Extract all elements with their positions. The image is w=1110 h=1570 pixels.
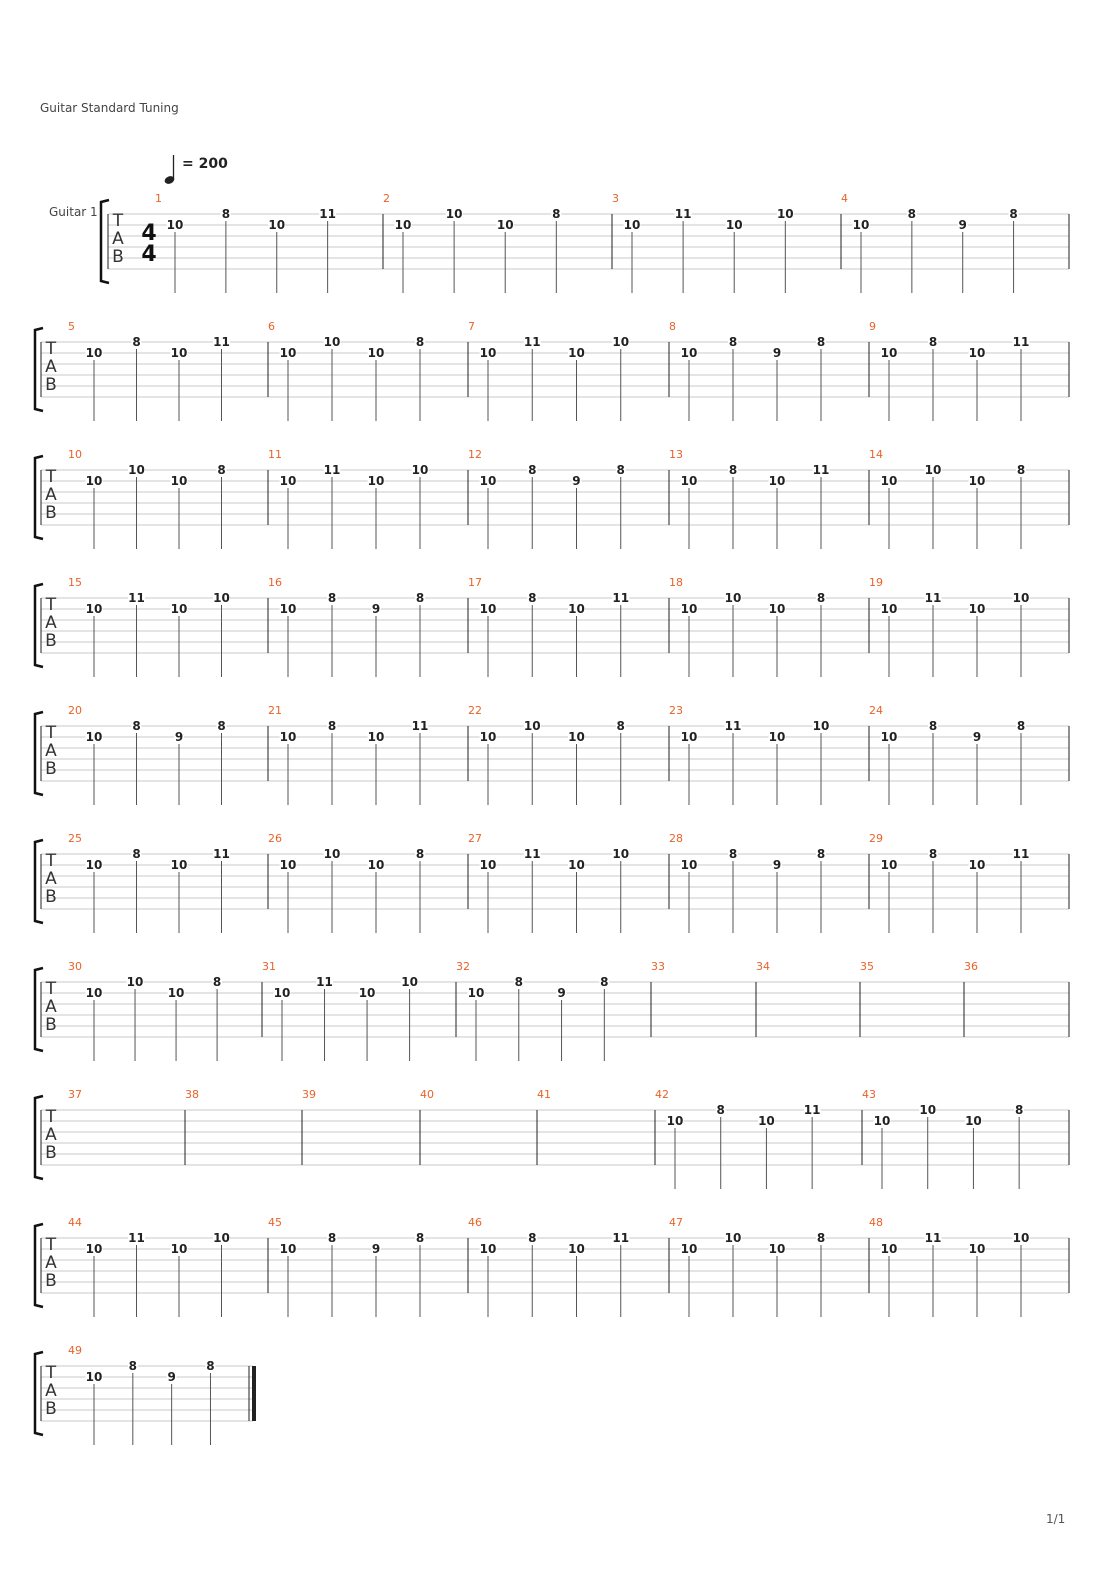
fret-number: 10 <box>394 218 412 232</box>
tab-clef-letter: A <box>45 997 57 1017</box>
fret-number: 11 <box>674 207 692 221</box>
tab-clef-letter: B <box>45 887 57 907</box>
fret-number: 10 <box>85 474 103 488</box>
measure-number: 19 <box>869 576 883 589</box>
fret-number: 8 <box>206 1359 215 1373</box>
fret-number: 10 <box>479 858 497 872</box>
measure-number: 36 <box>964 960 978 973</box>
fret-number: 10 <box>623 218 641 232</box>
tab-clef-letter: T <box>45 1235 57 1255</box>
fret-number: 9 <box>167 1370 176 1384</box>
fret-number: 9 <box>772 346 782 360</box>
fret-number: 10 <box>880 346 898 360</box>
tempo-value: = 200 <box>182 156 228 172</box>
fret-number: 8 <box>928 335 938 349</box>
fret-number: 10 <box>724 591 742 605</box>
tab-clef-letter: B <box>45 631 57 651</box>
fret-number: 10 <box>680 346 698 360</box>
fret-number: 10 <box>467 986 485 1000</box>
fret-number: 10 <box>852 218 870 232</box>
tab-clef-letter: T <box>45 595 57 615</box>
fret-number: 10 <box>279 474 297 488</box>
fret-number: 8 <box>816 1231 826 1245</box>
fret-number: 10 <box>85 1242 103 1256</box>
tab-clef-letter: A <box>45 357 57 377</box>
measure-number: 46 <box>468 1216 482 1229</box>
fret-number: 10 <box>768 602 786 616</box>
fret-number: 10 <box>170 474 188 488</box>
fret-number: 10 <box>725 218 743 232</box>
fret-number: 8 <box>1009 207 1018 221</box>
fret-number: 8 <box>132 847 141 861</box>
fret-number: 11 <box>128 591 145 605</box>
measure-number: 14 <box>869 448 883 461</box>
tab-clef-letter: T <box>112 211 124 231</box>
system-bracket <box>35 1224 43 1307</box>
fret-number: 10 <box>358 986 376 1000</box>
tab-clef-letter: B <box>45 1143 57 1163</box>
measure-number: 22 <box>468 704 482 717</box>
measure-number: 31 <box>262 960 276 973</box>
fret-number: 8 <box>1016 719 1026 733</box>
system-bracket <box>35 584 43 667</box>
fret-number: 10 <box>128 463 145 477</box>
fret-number: 9 <box>572 474 581 488</box>
measure-number: 7 <box>468 320 475 333</box>
fret-number: 8 <box>327 591 337 605</box>
fret-number: 9 <box>174 730 184 744</box>
fret-number: 8 <box>716 1103 725 1117</box>
measure-number: 4 <box>841 192 848 205</box>
fret-number: 10 <box>85 602 103 616</box>
time-signature-bottom: 4 <box>141 242 157 267</box>
fret-number: 10 <box>479 730 497 744</box>
fret-number: 8 <box>327 719 337 733</box>
fret-number: 10 <box>167 986 185 1000</box>
fret-number: 11 <box>213 847 230 861</box>
fret-number: 10 <box>126 975 144 989</box>
fret-number: 10 <box>880 858 898 872</box>
measure-number: 26 <box>268 832 282 845</box>
tab-clef-letter: B <box>45 1015 57 1035</box>
fret-number: 10 <box>445 207 463 221</box>
fret-number: 10 <box>1012 1231 1030 1245</box>
fret-number: 8 <box>415 591 425 605</box>
measure-number: 42 <box>655 1088 669 1101</box>
fret-number: 8 <box>221 207 231 221</box>
measure-number: 20 <box>68 704 82 717</box>
measure-number: 6 <box>268 320 275 333</box>
fret-number: 8 <box>528 591 537 605</box>
time-signature-top: 4 <box>141 221 157 246</box>
fret-number: 10 <box>213 1231 230 1245</box>
fret-number: 10 <box>170 602 188 616</box>
fret-number: 10 <box>279 1242 297 1256</box>
measure-number: 9 <box>869 320 876 333</box>
fret-number: 8 <box>907 207 917 221</box>
fret-number: 8 <box>552 207 561 221</box>
tuning-label: Guitar Standard Tuning <box>40 101 179 115</box>
measure-number: 17 <box>468 576 482 589</box>
fret-number: 10 <box>880 730 898 744</box>
fret-number: 10 <box>166 218 184 232</box>
fret-number: 8 <box>616 463 625 477</box>
fret-number: 10 <box>170 858 188 872</box>
measure-number: 2 <box>383 192 390 205</box>
fret-number: 10 <box>273 986 291 1000</box>
fret-number: 10 <box>479 474 497 488</box>
fret-number: 10 <box>496 218 514 232</box>
fret-number: 11 <box>612 1231 630 1245</box>
fret-number: 8 <box>514 975 523 989</box>
tab-clef-letter: T <box>45 467 57 487</box>
measure-number: 21 <box>268 704 282 717</box>
measure-number: 3 <box>612 192 619 205</box>
measure-number: 23 <box>669 704 683 717</box>
measure-number: 35 <box>860 960 874 973</box>
fret-number: 10 <box>279 602 297 616</box>
fret-number: 11 <box>724 719 742 733</box>
tab-clef-letter: A <box>45 1125 57 1145</box>
fret-number: 10 <box>170 346 188 360</box>
measure-number: 32 <box>456 960 470 973</box>
tab-clef-letter: A <box>112 229 124 249</box>
fret-number: 8 <box>217 463 226 477</box>
fret-number: 10 <box>479 346 497 360</box>
fret-number: 11 <box>319 207 336 221</box>
fret-number: 10 <box>968 346 986 360</box>
measure-number: 27 <box>468 832 482 845</box>
fret-number: 8 <box>415 847 425 861</box>
fret-number: 10 <box>85 986 103 1000</box>
fret-number: 10 <box>568 602 585 616</box>
fret-number: 9 <box>772 858 782 872</box>
fret-number: 10 <box>724 1231 742 1245</box>
fret-number: 8 <box>928 847 938 861</box>
fret-number: 10 <box>568 730 585 744</box>
fret-number: 11 <box>411 719 429 733</box>
tab-clef-letter: A <box>45 741 57 761</box>
fret-number: 10 <box>812 719 830 733</box>
tab-clef-letter: A <box>45 1253 57 1273</box>
tab-clef-letter: A <box>45 1381 57 1401</box>
measure-number: 8 <box>669 320 676 333</box>
fret-number: 10 <box>968 474 986 488</box>
fret-number: 11 <box>213 335 230 349</box>
measure-number: 10 <box>68 448 82 461</box>
fret-number: 11 <box>924 591 942 605</box>
system-bracket <box>35 1096 43 1179</box>
fret-number: 8 <box>816 591 826 605</box>
fret-number: 11 <box>316 975 333 989</box>
measure-number: 24 <box>869 704 883 717</box>
fret-number: 10 <box>479 1242 497 1256</box>
fret-number: 8 <box>728 335 738 349</box>
measure-number: 40 <box>420 1088 434 1101</box>
fret-number: 10 <box>568 1242 585 1256</box>
fret-number: 10 <box>568 346 585 360</box>
fret-number: 10 <box>85 858 103 872</box>
system-bracket <box>35 712 43 795</box>
fret-number: 9 <box>557 986 566 1000</box>
fret-number: 11 <box>128 1231 145 1245</box>
fret-number: 9 <box>371 1242 381 1256</box>
fret-number: 10 <box>479 602 497 616</box>
fret-number: 10 <box>880 474 898 488</box>
fret-number: 11 <box>803 1103 821 1117</box>
fret-number: 11 <box>523 335 541 349</box>
fret-number: 10 <box>523 719 541 733</box>
fret-number: 8 <box>728 463 738 477</box>
tab-clef-letter: A <box>45 485 57 505</box>
fret-number: 8 <box>1016 463 1026 477</box>
fret-number: 8 <box>816 847 826 861</box>
fret-number: 11 <box>1012 335 1030 349</box>
tab-clef-letter: T <box>45 339 57 359</box>
measure-number: 18 <box>669 576 683 589</box>
tab-clef-letter: B <box>45 1399 57 1419</box>
fret-number: 10 <box>680 474 698 488</box>
fret-number: 10 <box>367 346 385 360</box>
fret-number: 10 <box>279 346 297 360</box>
measure-number: 34 <box>756 960 770 973</box>
measure-number: 15 <box>68 576 82 589</box>
measure-number: 33 <box>651 960 665 973</box>
measure-number: 49 <box>68 1344 82 1357</box>
fret-number: 8 <box>132 335 141 349</box>
fret-number: 10 <box>411 463 429 477</box>
fret-number: 10 <box>776 207 794 221</box>
fret-number: 10 <box>768 1242 786 1256</box>
tab-clef-letter: B <box>45 375 57 395</box>
fret-number: 10 <box>880 602 898 616</box>
fret-number: 10 <box>85 730 103 744</box>
fret-number: 10 <box>968 858 986 872</box>
fret-number: 8 <box>816 335 826 349</box>
system-bracket <box>35 328 43 411</box>
measure-number: 29 <box>869 832 883 845</box>
fret-number: 10 <box>367 858 385 872</box>
measure-number: 37 <box>68 1088 82 1101</box>
fret-number: 8 <box>616 719 625 733</box>
measure-number: 30 <box>68 960 82 973</box>
tab-clef-letter: T <box>45 723 57 743</box>
fret-number: 10 <box>612 847 630 861</box>
fret-number: 8 <box>132 719 141 733</box>
fret-number: 8 <box>415 1231 425 1245</box>
fret-number: 10 <box>279 730 297 744</box>
tab-clef-letter: T <box>45 1363 57 1383</box>
tab-clef-letter: A <box>45 869 57 889</box>
measure-number: 48 <box>869 1216 883 1229</box>
fret-number: 8 <box>217 719 226 733</box>
fret-number: 10 <box>758 1114 775 1128</box>
fret-number: 10 <box>666 1114 684 1128</box>
tab-clef-letter: B <box>45 503 57 523</box>
fret-number: 10 <box>768 474 786 488</box>
system-bracket <box>35 840 43 923</box>
fret-number: 9 <box>371 602 381 616</box>
fret-number: 8 <box>728 847 738 861</box>
fret-number: 10 <box>85 346 103 360</box>
fret-number: 10 <box>680 730 698 744</box>
measure-number: 39 <box>302 1088 316 1101</box>
fret-number: 10 <box>268 218 286 232</box>
fret-number: 11 <box>924 1231 942 1245</box>
fret-number: 10 <box>919 1103 937 1117</box>
fret-number: 10 <box>85 1370 103 1384</box>
tab-clef-letter: T <box>45 851 57 871</box>
fret-number: 8 <box>1014 1103 1024 1117</box>
measure-number: 41 <box>537 1088 551 1101</box>
measure-number: 45 <box>268 1216 282 1229</box>
fret-number: 10 <box>612 335 630 349</box>
fret-number: 10 <box>768 730 786 744</box>
tab-clef-letter: T <box>45 1107 57 1127</box>
fret-number: 10 <box>323 335 341 349</box>
fret-number: 8 <box>528 463 537 477</box>
tab-clef-letter: B <box>112 247 124 267</box>
fret-number: 10 <box>367 730 385 744</box>
fret-number: 10 <box>367 474 385 488</box>
fret-number: 10 <box>279 858 297 872</box>
fret-number: 10 <box>568 858 585 872</box>
system-bracket <box>35 968 43 1051</box>
fret-number: 11 <box>323 463 341 477</box>
fret-number: 11 <box>612 591 630 605</box>
measure-number: 25 <box>68 832 82 845</box>
system-bracket <box>35 456 43 539</box>
measure-number: 28 <box>669 832 683 845</box>
fret-number: 8 <box>928 719 938 733</box>
page-number: 1/1 <box>1046 1512 1066 1526</box>
fret-number: 10 <box>968 602 986 616</box>
measure-number: 5 <box>68 320 75 333</box>
measure-number: 44 <box>68 1216 82 1229</box>
fret-number: 9 <box>972 730 982 744</box>
fret-number: 10 <box>401 975 418 989</box>
tab-clef-letter: A <box>45 613 57 633</box>
fret-number: 10 <box>680 602 698 616</box>
fret-number: 11 <box>812 463 830 477</box>
measure-number: 16 <box>268 576 282 589</box>
measure-number: 38 <box>185 1088 199 1101</box>
tab-clef-letter: B <box>45 1271 57 1291</box>
measure-number: 47 <box>669 1216 683 1229</box>
system-bracket <box>35 1352 43 1435</box>
tab-clef-letter: B <box>45 759 57 779</box>
fret-number: 8 <box>600 975 609 989</box>
fret-number: 10 <box>873 1114 891 1128</box>
measure-number: 43 <box>862 1088 876 1101</box>
measure-number: 1 <box>155 192 162 205</box>
fret-number: 10 <box>924 463 942 477</box>
fret-number: 9 <box>958 218 967 232</box>
measure-number: 11 <box>268 448 282 461</box>
tab-clef-letter: T <box>45 979 57 999</box>
track-name: Guitar 1 <box>49 205 98 219</box>
fret-number: 8 <box>327 1231 337 1245</box>
fret-number: 10 <box>965 1114 982 1128</box>
fret-number: 10 <box>170 1242 188 1256</box>
fret-number: 10 <box>323 847 341 861</box>
fret-number: 8 <box>415 335 425 349</box>
fret-number: 11 <box>523 847 541 861</box>
fret-number: 10 <box>213 591 230 605</box>
fret-number: 8 <box>528 1231 537 1245</box>
fret-number: 8 <box>212 975 222 989</box>
fret-number: 10 <box>968 1242 986 1256</box>
fret-number: 10 <box>680 858 698 872</box>
measure-number: 13 <box>669 448 683 461</box>
fret-number: 11 <box>1012 847 1030 861</box>
fret-number: 10 <box>1012 591 1030 605</box>
fret-number: 10 <box>880 1242 898 1256</box>
measure-number: 12 <box>468 448 482 461</box>
fret-number: 10 <box>680 1242 698 1256</box>
fret-number: 8 <box>128 1359 138 1373</box>
